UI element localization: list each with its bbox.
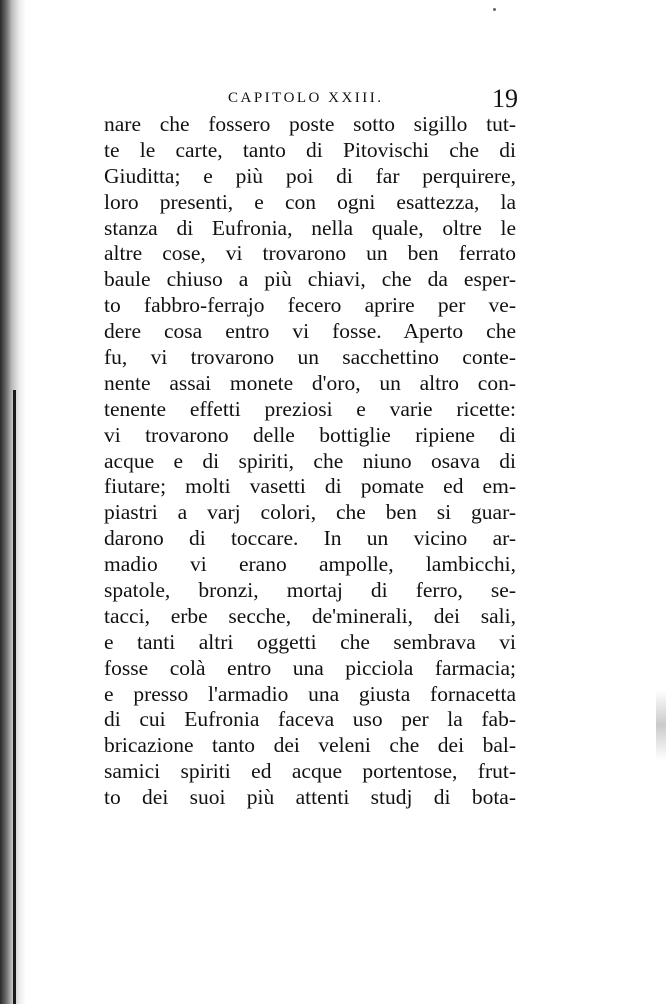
text-line: to dei suoi più attenti studj di bota- [104, 785, 516, 810]
text-line: Giuditta; e più poi di far perquirere, [104, 163, 516, 188]
text-line: spatole, bronzi, mortaj di ferro, se- [104, 578, 516, 603]
text-line: e presso l'armadio una giusta fornacetta [104, 681, 516, 706]
text-line: darono di toccare. In un vicino ar- [104, 526, 516, 551]
text-line: vi trovarono delle bottiglie ripiene di [104, 422, 516, 447]
text-line: piastri a varj colori, che ben si guar- [104, 500, 516, 525]
text-line: nare che fossero poste sotto sigillo tut- [104, 112, 516, 136]
text-line: fiutare; molti vasetti di pomate ed em- [104, 474, 516, 499]
paper-stain [656, 690, 666, 760]
body-text [104, 112, 516, 811]
text-line: bricazione tanto dei veleni che dei bal- [104, 733, 516, 758]
text-line: tenente effetti preziosi e varie ricette: [104, 396, 516, 421]
text-line: acque e di spiriti, che niuno osava di [104, 448, 516, 473]
text-line: madio vi erano ampolle, lambicchi, [104, 552, 516, 577]
text-line: fu, vi trovarono un sacchettino conte- [104, 345, 516, 370]
text-line: te le carte, tanto di Pitovischi che di [104, 137, 516, 162]
text-line: dere cosa entro vi fosse. Aperto che [104, 319, 516, 344]
text-line: baule chiuso a più chiavi, che da esper- [104, 267, 516, 292]
running-head: CAPITOLO XXIII. [228, 90, 384, 106]
text-line: tacci, erbe secche, de'minerali, dei sali, [104, 603, 516, 628]
text-line: e tanti altri oggetti che sembrava vi [104, 629, 516, 654]
text-line: stanza di Eufronia, nella quale, oltre le [104, 215, 516, 240]
binding-edge [13, 390, 16, 1004]
paper-speck [493, 8, 496, 11]
text-line: fosse colà entro una picciola farmacia; [104, 655, 516, 680]
text-line: altre cose, vi trovarono un ben ferrato [104, 241, 516, 266]
page-header [228, 86, 518, 114]
page-number: 19 [492, 84, 518, 113]
text-line: nente assai monete d'oro, un altro con- [104, 370, 516, 395]
text-line: to fabbro-ferrajo fecero aprire per ve- [104, 293, 516, 318]
text-line: samici spiriti ed acque portentose, frut- [104, 759, 516, 784]
text-line: loro presenti, e con ogni esattezza, la [104, 189, 516, 214]
text-line: di cui Eufronia faceva uso per la fab- [104, 707, 516, 732]
